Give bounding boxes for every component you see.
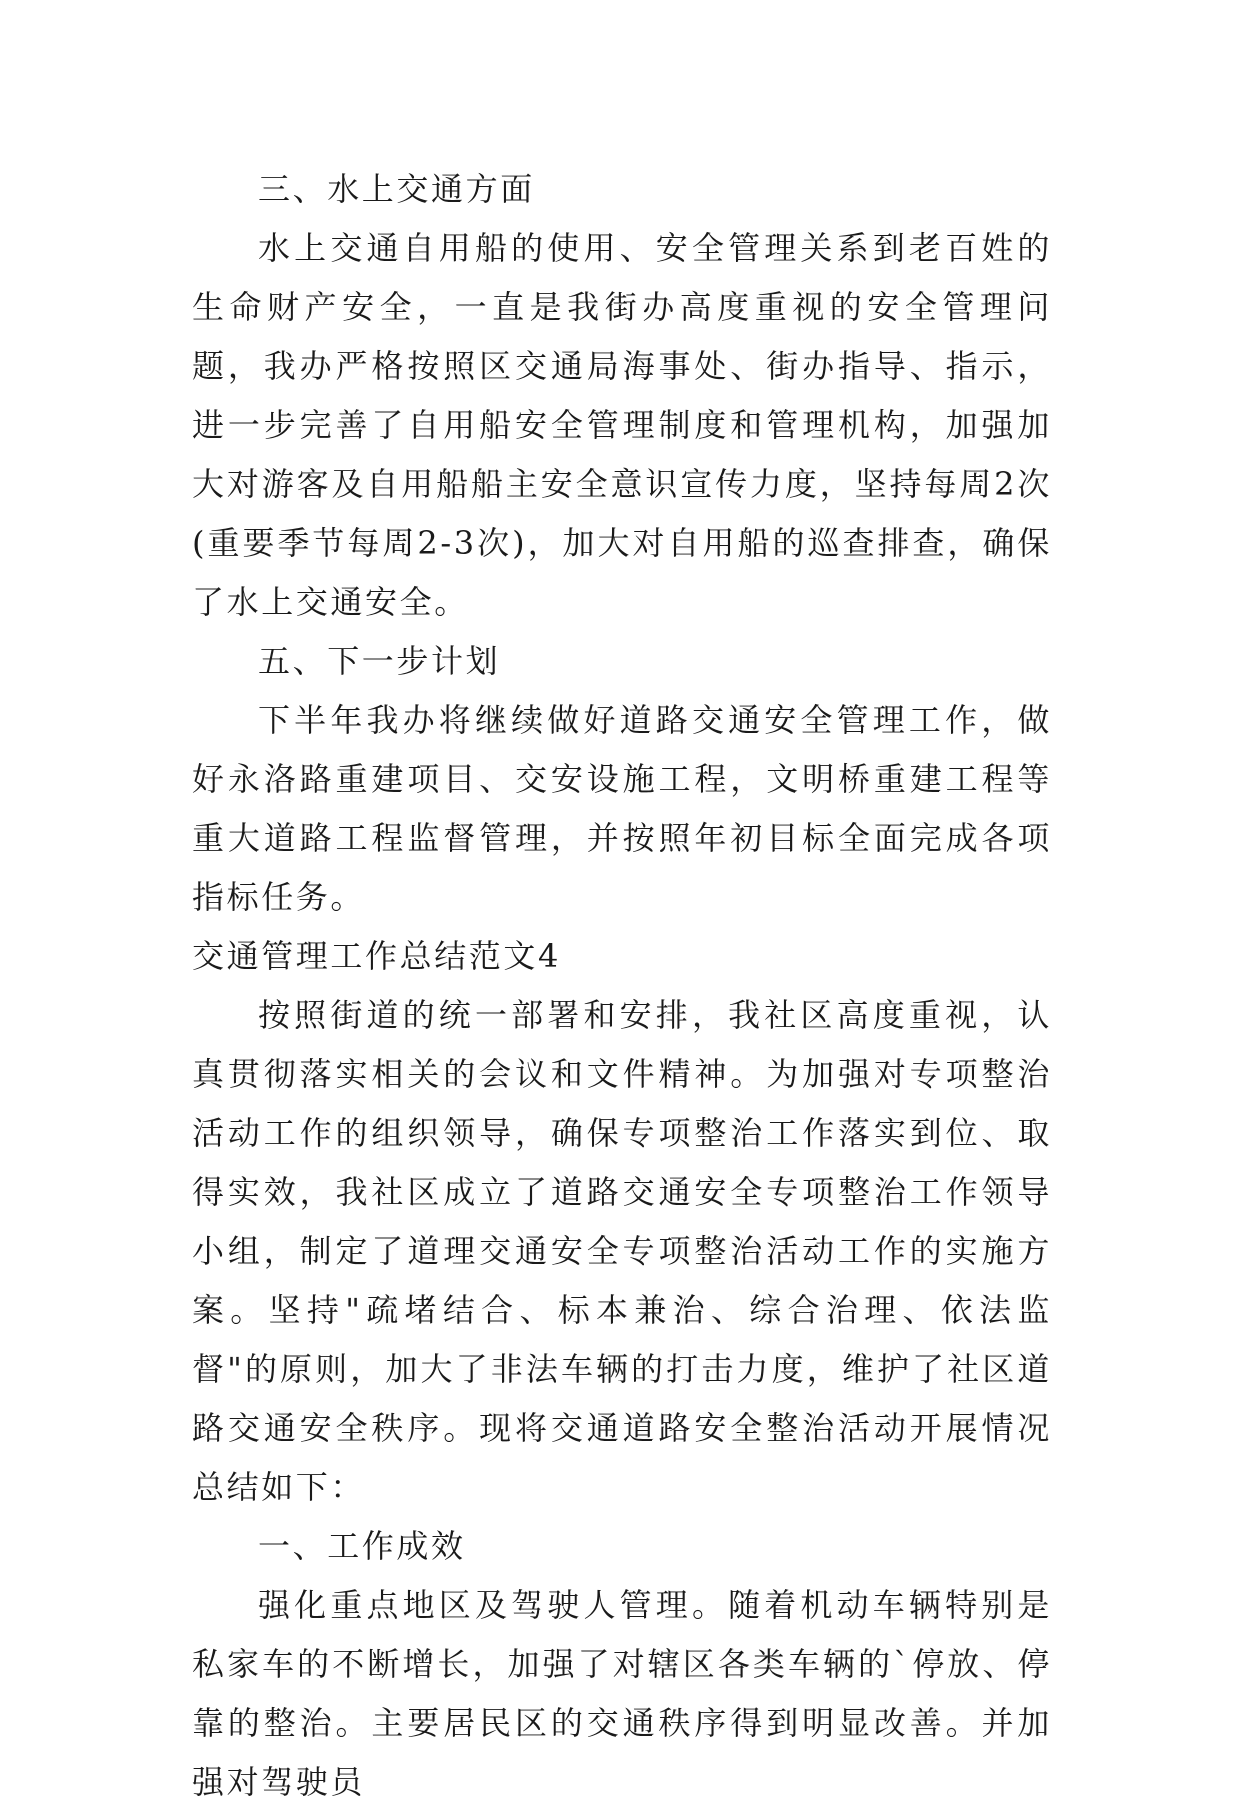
- heading-next-step: 五、下一步计划: [258, 642, 501, 680]
- heading-results: 一、工作成效: [258, 1527, 466, 1565]
- heading-water-traffic: 三、水上交通方面: [258, 170, 535, 208]
- next-step-paragraph: 下半年我办将继续做好道路交通安全管理工作，做好永洛路重建项目、交安设施工程，文明桥重建工程等重大道路工程监督管理，并按照年初目标全面完成各项指标任务。: [192, 701, 1052, 916]
- water-traffic-paragraph: 水上交通自用船的使用、安全管理关系到老百姓的生命财产安全，一直是我街办高度重视的安全管理问题，我办严格按照区交通局海事处、街办指导、指示，进一步完善了自用船安全管理制度和管理机构，加强加大对游客及自用船船主安全意识宣传力度，坚持每周2次(重要季节每周2-3次)，加大对自用船的巡查排查，确保了水上交通安全。: [192, 229, 1052, 621]
- document-body: [192, 160, 1052, 1812]
- results-paragraph: 强化重点地区及驾驶人管理。随着机动车辆特别是私家车的不断增长，加强了对辖区各类车辆的`停放、停靠的整治。主要居民区的交通秩序得到明显改善。并加强对驾驶员: [192, 1586, 1052, 1801]
- section-title: 交通管理工作总结范文4: [192, 937, 561, 975]
- section-intro-paragraph: 按照街道的统一部署和安排，我社区高度重视，认真贯彻落实相关的会议和文件精神。为加强对专项整治活动工作的组织领导，确保专项整治工作落实到位、取得实效，我社区成立了道路交通安全专项整治工作领导小组，制定了道理交通安全专项整治活动工作的实施方案。坚持"疏堵结合、标本兼治、综合治理、依法监督"的原则，加大了非法车辆的打击力度，维护了社区道路交通安全秩序。现将交通道路安全整治活动开展情况总结如下：: [192, 996, 1052, 1506]
